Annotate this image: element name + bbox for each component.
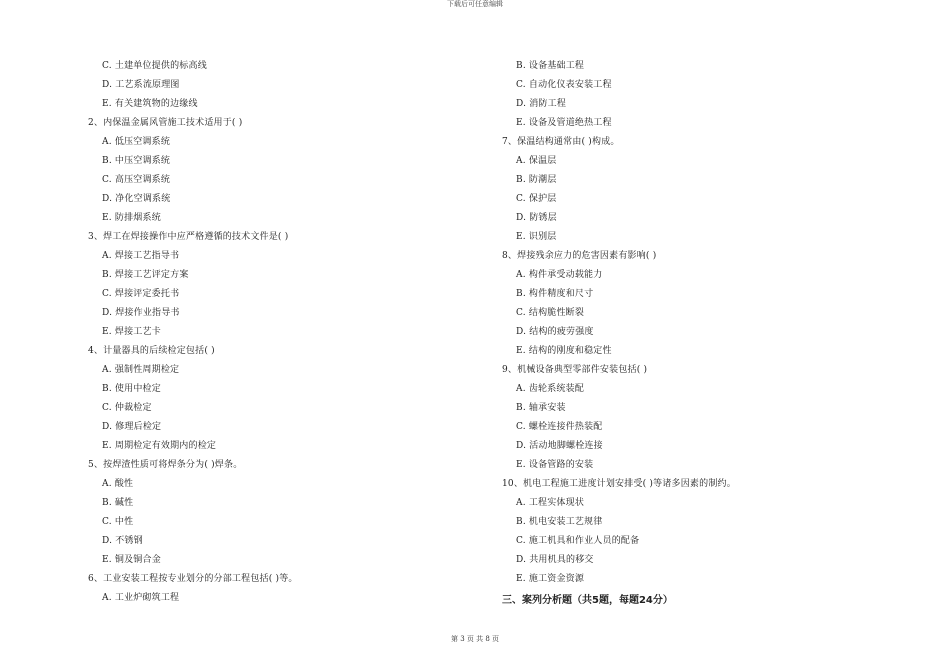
answer-option: B. 中压空调系统 bbox=[102, 156, 171, 166]
right-column bbox=[502, 57, 922, 610]
answer-option: A. 工业炉砌筑工程 bbox=[102, 593, 180, 603]
answer-option: A. 酸性 bbox=[102, 479, 134, 489]
answer-option: B. 防潮层 bbox=[516, 175, 557, 185]
answer-option: E. 设备及管道绝热工程 bbox=[516, 118, 612, 128]
answer-option: C. 中性 bbox=[102, 517, 134, 527]
answer-option: C. 自动化仪表安装工程 bbox=[516, 80, 612, 90]
answer-option: A. 工程实体现状 bbox=[516, 498, 585, 508]
answer-option: C. 保护层 bbox=[516, 194, 557, 204]
answer-option: D. 工艺系流原理图 bbox=[102, 80, 180, 90]
answer-option: E. 识别层 bbox=[516, 232, 557, 242]
answer-option: C. 高压空调系统 bbox=[102, 175, 171, 185]
answer-option: D. 焊接作业指导书 bbox=[102, 308, 180, 318]
answer-option: C. 仲裁检定 bbox=[102, 403, 152, 413]
answer-option: A. 齿轮系统装配 bbox=[516, 384, 585, 394]
answer-option: D. 防锈层 bbox=[516, 213, 557, 223]
answer-option: A. 低压空调系统 bbox=[102, 137, 171, 147]
answer-option: E. 施工资金资源 bbox=[516, 574, 585, 584]
section-heading: 三、案列分析题（共5题，每题24分） bbox=[502, 595, 673, 606]
answer-option: E. 有关建筑物的边缘线 bbox=[102, 99, 198, 109]
answer-option: E. 铜及铜合金 bbox=[102, 555, 161, 565]
answer-option: B. 设备基础工程 bbox=[516, 61, 585, 71]
answer-option: E. 结构的刚度和稳定性 bbox=[516, 346, 612, 356]
answer-option: B. 轴承安装 bbox=[516, 403, 566, 413]
answer-option: B. 机电安装工艺规律 bbox=[516, 517, 603, 527]
answer-option: A. 保温层 bbox=[516, 156, 557, 166]
answer-option: D. 修理后检定 bbox=[102, 422, 162, 432]
question-text: 5、按焊渣性质可将焊条分为( )焊条。 bbox=[88, 460, 243, 470]
answer-option: A. 焊接工艺指导书 bbox=[102, 251, 180, 261]
page-footer: 第 3 页 共 8 页 bbox=[450, 635, 500, 643]
answer-option: B. 构件精度和尺寸 bbox=[516, 289, 594, 299]
answer-option: D. 结构的疲劳强度 bbox=[516, 327, 594, 337]
answer-option: C. 焊接评定委托书 bbox=[102, 289, 180, 299]
answer-option: C. 土建单位提供的标高线 bbox=[102, 61, 207, 71]
question-text: 8、焊接残余应力的危害因素有影响( ) bbox=[502, 251, 657, 261]
answer-option: A. 强制性周期检定 bbox=[102, 365, 180, 375]
question-text: 10、机电工程施工进度计划安排受( )等诸多因素的制约。 bbox=[502, 479, 736, 489]
answer-option: B. 焊接工艺评定方案 bbox=[102, 270, 189, 280]
left-column bbox=[88, 57, 468, 608]
page-header: 下载后可任意编辑 bbox=[447, 0, 503, 8]
question-text: 2、内保温金属风管施工技术适用于( ) bbox=[88, 118, 243, 128]
answer-option: E. 防排烟系统 bbox=[102, 213, 161, 223]
answer-option: E. 焊接工艺卡 bbox=[102, 327, 161, 337]
question-text: 3、焊工在焊接操作中应严格遵循的技术文件是( ) bbox=[88, 232, 289, 242]
answer-option: C. 结构脆性断裂 bbox=[516, 308, 585, 318]
question-text: 7、保温结构通常由( )构成。 bbox=[502, 137, 620, 147]
answer-option: E. 周期检定有效期内的检定 bbox=[102, 441, 217, 451]
question-text: 4、计量器具的后续检定包括( ) bbox=[88, 346, 215, 356]
answer-option: D. 净化空调系统 bbox=[102, 194, 171, 204]
answer-option: A. 构件承受动载能力 bbox=[516, 270, 603, 280]
answer-option: B. 碱性 bbox=[102, 498, 134, 508]
answer-option: D. 消防工程 bbox=[516, 99, 567, 109]
answer-option: D. 活动地脚螺栓连接 bbox=[516, 441, 603, 451]
answer-option: D. 不锈钢 bbox=[102, 536, 143, 546]
answer-option: D. 共用机具的移交 bbox=[516, 555, 594, 565]
answer-option: C. 螺栓连接件热装配 bbox=[516, 422, 603, 432]
answer-option: E. 设备管路的安装 bbox=[516, 460, 594, 470]
question-text: 9、机械设备典型零部件安装包括( ) bbox=[502, 365, 648, 375]
answer-option: C. 施工机具和作业人员的配备 bbox=[516, 536, 640, 546]
question-text: 6、工业安装工程按专业划分的分部工程包括( )等。 bbox=[88, 574, 298, 584]
answer-option: B. 使用中检定 bbox=[102, 384, 161, 394]
